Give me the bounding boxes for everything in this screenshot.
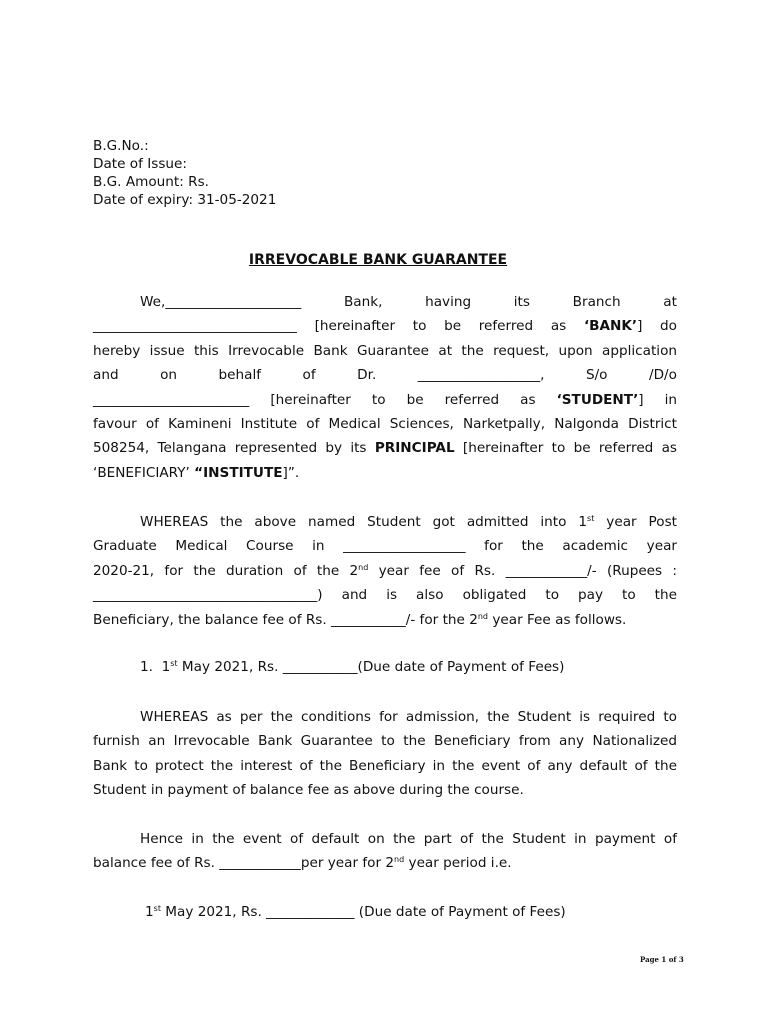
para1-line7: 508254, Telangana represented by its PRINCIPAL [hereinafter to be referred as bbox=[93, 440, 678, 457]
paragraph-default bbox=[93, 827, 677, 876]
para1-line4: and on behalf of Dr. __________________, S/o /D/o bbox=[93, 367, 677, 384]
page-number: Page 1 of 3 bbox=[640, 955, 684, 964]
para2-line4: _________________________________) and is also obligated to pay to the bbox=[93, 587, 677, 604]
para1-line3: hereby issue this Irrevocable Bank Guarantee at the request, upon application bbox=[93, 342, 677, 359]
paragraph-whereas-conditions bbox=[93, 705, 677, 803]
bg-amount: B.G. Amount: Rs. bbox=[93, 174, 209, 190]
para3-line3: Bank to protect the interest of the Beneficiary in the event of any default of the bbox=[93, 757, 677, 774]
paragraph-parties bbox=[93, 290, 677, 485]
para2-line2: Graduate Medical Course in __________________ for the academic year bbox=[93, 538, 677, 555]
para1-line1: We,____________________ Bank, having its Branch at bbox=[140, 294, 677, 310]
payment-item-1: 1. 1st May 2021, Rs. ___________(Due date of Payment of Fees) bbox=[140, 659, 565, 675]
para1-line6: favour of Kamineni Institute of Medical Sciences, Narketpally, Nalgonda District bbox=[93, 416, 677, 433]
para4-line1: Hence in the event of default on the part of the Student in payment of bbox=[140, 831, 677, 847]
date-of-expiry: Date of expiry: 31-05-2021 bbox=[93, 192, 277, 208]
date-of-issue: Date of Issue: bbox=[93, 156, 187, 172]
para1-line8: ‘BENEFICIARY’ “INSTITUTE]”. bbox=[93, 464, 300, 481]
para2-line1: WHEREAS the above named Student got admitted into 1st year Post bbox=[140, 514, 677, 530]
payment-item-2: 1st May 2021, Rs. _____________ (Due date of Payment of Fees) bbox=[145, 904, 566, 920]
para1-line2: ______________________________ [hereinafter to be referred as ‘BANK’] do bbox=[93, 318, 677, 335]
para2-line5: Beneficiary, the balance fee of Rs. ___________/- for the 2nd year Fee as follows. bbox=[93, 611, 627, 628]
guarantee-header bbox=[93, 137, 276, 209]
para3-line1: WHEREAS as per the conditions for admission, the Student is required to bbox=[140, 709, 677, 725]
paragraph-whereas-admission bbox=[93, 510, 677, 632]
para3-line4: Student in payment of balance fee as above during the course. bbox=[93, 782, 524, 799]
para1-line5: _______________________ [hereinafter to be referred as ‘STUDENT’] in bbox=[93, 391, 677, 408]
para3-line2: furnish an Irrevocable Bank Guarantee to the Beneficiary from any Nationalized bbox=[93, 733, 677, 750]
para4-line2: balance fee of Rs. ____________per year for 2nd year period i.e. bbox=[93, 855, 512, 872]
bg-number: B.G.No.: bbox=[93, 138, 149, 154]
para2-line3: 2020-21, for the duration of the 2nd year fee of Rs. ____________/- (Rupees : bbox=[93, 562, 678, 579]
document-title: IRREVOCABLE BANK GUARANTEE bbox=[248, 252, 508, 268]
